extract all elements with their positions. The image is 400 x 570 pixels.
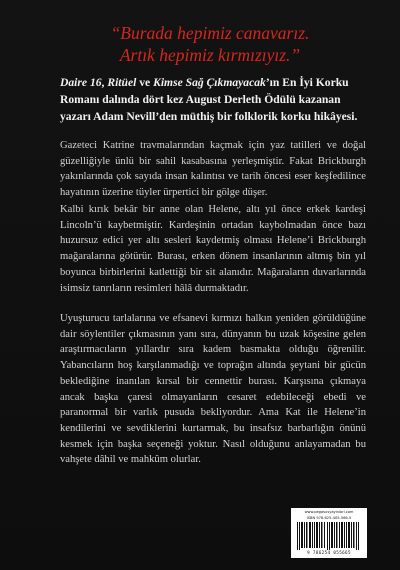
synopsis-paragraph-3: Uyuşturucu tarlalarına ve efsanevi kırmızı halkın yeniden görüldüğüne dair söylentiler çıkmasının yanı sıra, dünyanın bu uzak köşesine gelen araştırmacıların yıllardır sıra kadem basmakta olduğu öğrenilir. Yabancıların hoş karşılanmadığı ve toprağın altında şeytani bir gücün beklediğine inanılan kırsal bir cennettir burası. Karşısına çıkmaya ancak başka çaresi olmayanların cesaret edebileceği ebedi ve paranormal bir varlık pusuda bekliyordur. Ama Kat ile Helene’in kendilerini ve sevdiklerini kurtarmak, bu insafsız barbarlığın önünü kesmek için başka seçeneği yoktur. Nasıl olduğunu anlayamadan bu vahşete dâhil ve mahkûm olurlar.	[60, 313, 366, 466]
lead-text: ’ın En İyi Korku Romanı dalında dört kez August Derleth Ödülü kazanan yazarı Adam Nevill’den müthiş bir folklorik korku hikâyesi.	[60, 76, 358, 123]
barcode-digits: 9 786254 055665	[307, 550, 351, 555]
lead-paragraph	[60, 74, 366, 125]
isbn-barcode	[291, 508, 367, 558]
publisher-url: www.pegasusyayinlari.com	[304, 510, 354, 514]
lead-separator-1: ,	[101, 76, 108, 89]
synopsis-paragraph-2: Kalbi kırık bekâr bir anne olan Helene, altı yıl önce erkek kardeşi Lincoln’ü kaybetmiştir. Kardeşinin ortadan kaybolmadan önce bazı huzursuz edici yer altı sesleri kaydetmiş olması Helene’i Brickburgh mağaralarına götürür. Burası, erken dönem insanlarının altmış bin yıl boyunca birbirlerini katlettiği bir sit alanıdır. Mağaraların duvarlarında isimsiz tanrıların resimleri hâlâ durmaktadır.	[60, 204, 366, 294]
lead-title-rituel: Ritüel	[107, 76, 137, 89]
lead-title-daire-16: Daire 16	[60, 76, 102, 89]
barcode-bars-icon	[297, 522, 361, 550]
cover-quote	[60, 22, 360, 66]
isbn-number: ISBN 978-625-405-566-5	[306, 516, 352, 520]
lead-separator-2: ve	[136, 76, 154, 89]
lead-title-kimse-sag-cikmayacak: Kimse Sağ Çıkmayacak	[153, 76, 266, 89]
quote-line-1: “Burada hepimiz canavarız.	[110, 23, 310, 43]
quote-line-2: Artık hepimiz kırmızıyız.”	[119, 45, 301, 65]
synopsis-paragraph-1: Gazeteci Katrine travmalarından kaçmak için yaz tatilleri ve doğal güzelliğiyle ünlü bir sahil kasabasına yerleşmiştir. Fakat Brickburgh yakınlarında çok sayıda insan kalıntısı ve tarih öncesi eser keşfedilince hayatının üzerine tüyler ürpertici bir gölge düşer.	[60, 140, 366, 199]
